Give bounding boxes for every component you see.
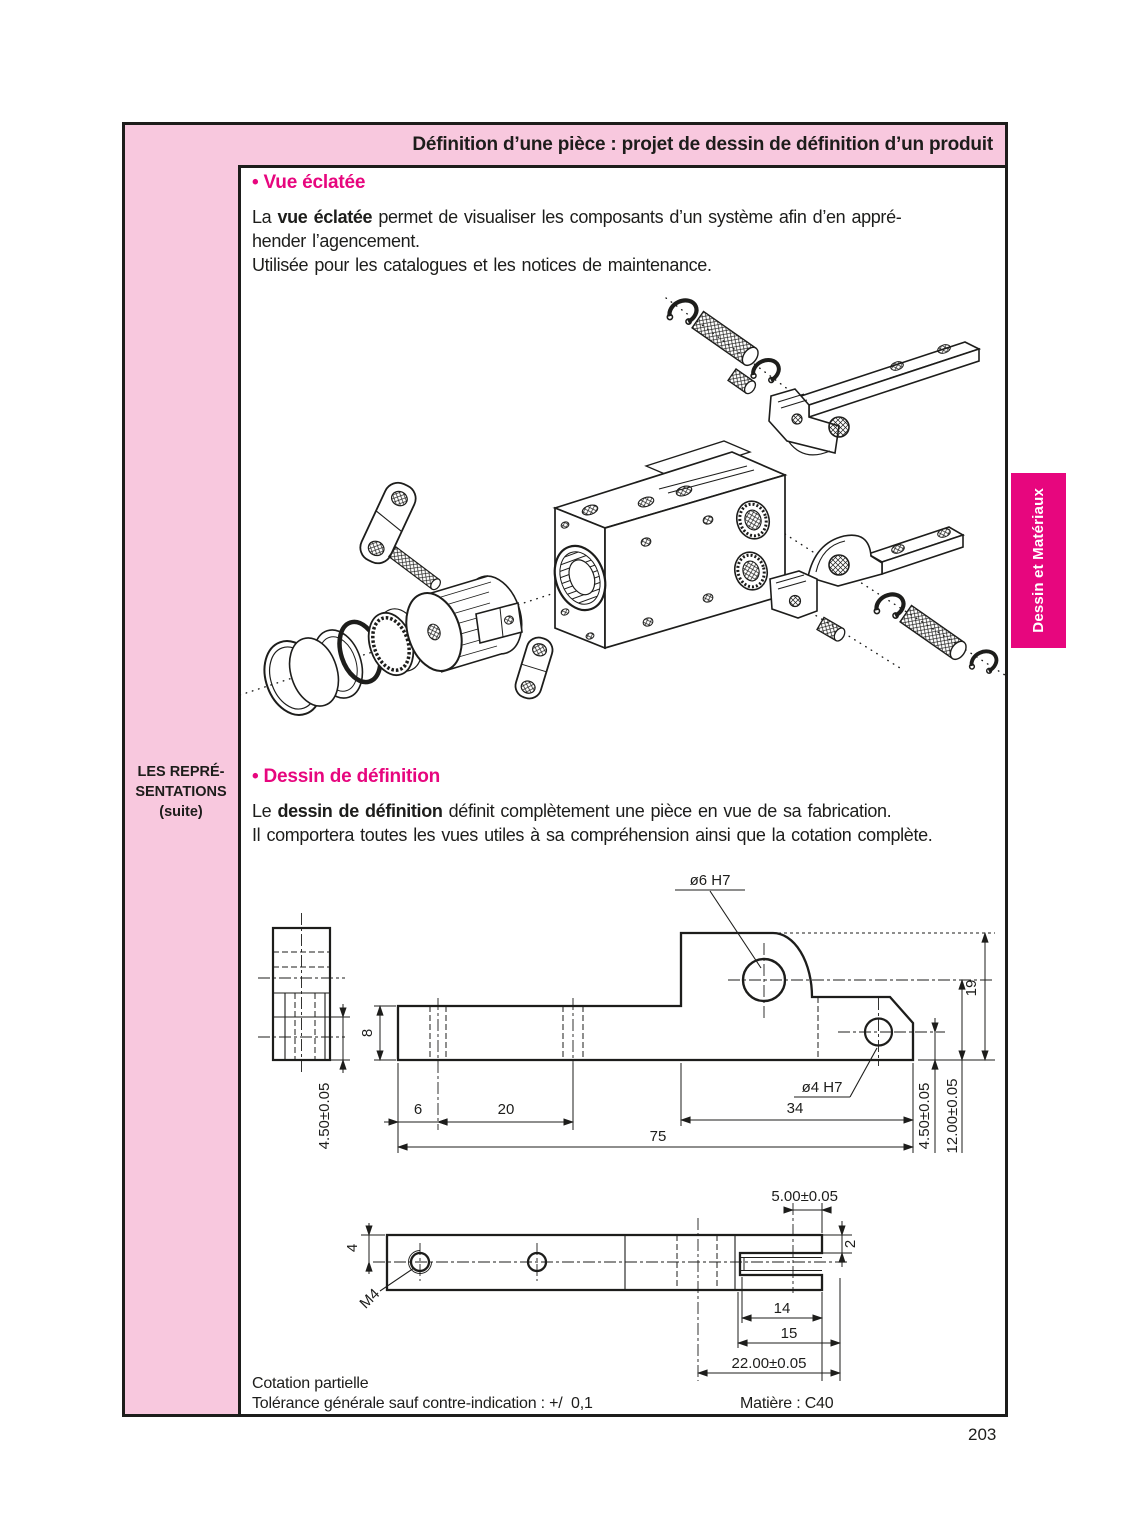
p1-line2: hender l’agencement. [252, 231, 420, 251]
dim-1200-right: 12.00±0.05 [944, 1078, 961, 1154]
p4: Il comportera toutes les vues utiles à sa compréhension ainsi que la cotation complète. [252, 825, 933, 845]
footer-cotation: Cotation partielle [252, 1375, 369, 1392]
heading-dessin-definition: • Dessin de définition [252, 766, 441, 787]
dim-450-right: 4.50±0.05 [916, 1082, 933, 1150]
footer-material: Matière : C40 [740, 1395, 834, 1412]
p3-bold: dessin de définition [277, 801, 443, 821]
sidebar-line3: (suite) [159, 804, 203, 820]
dim-15: 15 [780, 1325, 798, 1342]
dim-14: 14 [773, 1300, 791, 1317]
heading-vue-eclatee: • Vue éclatée [252, 172, 366, 193]
page-header [122, 122, 1008, 168]
p2: Utilisée pour les catalogues et les notices de maintenance. [252, 255, 712, 275]
paragraph-dessin-definition [252, 799, 1002, 847]
dim-450-left: 4.50±0.05 [316, 1082, 333, 1150]
upper-bracket-arm [769, 342, 979, 455]
footer-tolerance: Tolérance générale sauf contre-indication : +/ 0,1 [252, 1395, 593, 1412]
definition-drawing-front [238, 858, 1008, 1190]
dim-2200: 22.00±0.05 [731, 1355, 807, 1372]
dimension-labels [316, 872, 980, 1153]
page-number: 203 [968, 1425, 997, 1444]
dim-m4: M4 [356, 1285, 384, 1313]
upper-pin-set [663, 296, 783, 396]
dim-75: 75 [649, 1128, 667, 1145]
p1-rest: permet de visualiser les composants d’un système afin d’en appré- [372, 207, 902, 227]
dim-2: 2 [842, 1239, 859, 1249]
dim-dia6: ø6 H7 [689, 872, 731, 889]
p3-start: Le [252, 801, 278, 821]
paragraph-vue-eclatee [252, 205, 1002, 277]
chapter-tab [1011, 473, 1066, 648]
sidebar-line2: SENTATIONS [135, 784, 227, 800]
central-block [546, 441, 785, 648]
p1-bold: vue éclatée [277, 207, 373, 227]
knob-assembly [255, 569, 531, 723]
dim-8: 8 [359, 1028, 376, 1038]
dim-6: 6 [413, 1101, 423, 1118]
dim-19: 19 [963, 979, 980, 997]
page-title: Définition d’une pièce : projet de dessin de définition d’un produit [412, 134, 993, 155]
sidebar-line1: LES REPRÉ- [137, 764, 225, 780]
dim-20: 20 [497, 1101, 515, 1118]
sidebar-label [124, 762, 238, 822]
right-pin-set [817, 590, 1001, 680]
p3-rest: définit complètement une pièce en vue de sa fabrication. [442, 801, 892, 821]
dim-dia4: ø4 H7 [801, 1079, 843, 1096]
dimensions [330, 890, 995, 1153]
dimension-labels-bottom [344, 1188, 859, 1372]
dim-4: 4 [344, 1243, 361, 1253]
dim-500: 5.00±0.05 [771, 1188, 838, 1205]
end-view [258, 913, 345, 1075]
p1-start: La [252, 207, 278, 227]
dim-34: 34 [786, 1100, 804, 1117]
chapter-tab-label: Dessin et Matériaux [1030, 488, 1047, 633]
lower-bracket-arm [770, 527, 963, 618]
exploded-view-figure [238, 280, 1008, 742]
